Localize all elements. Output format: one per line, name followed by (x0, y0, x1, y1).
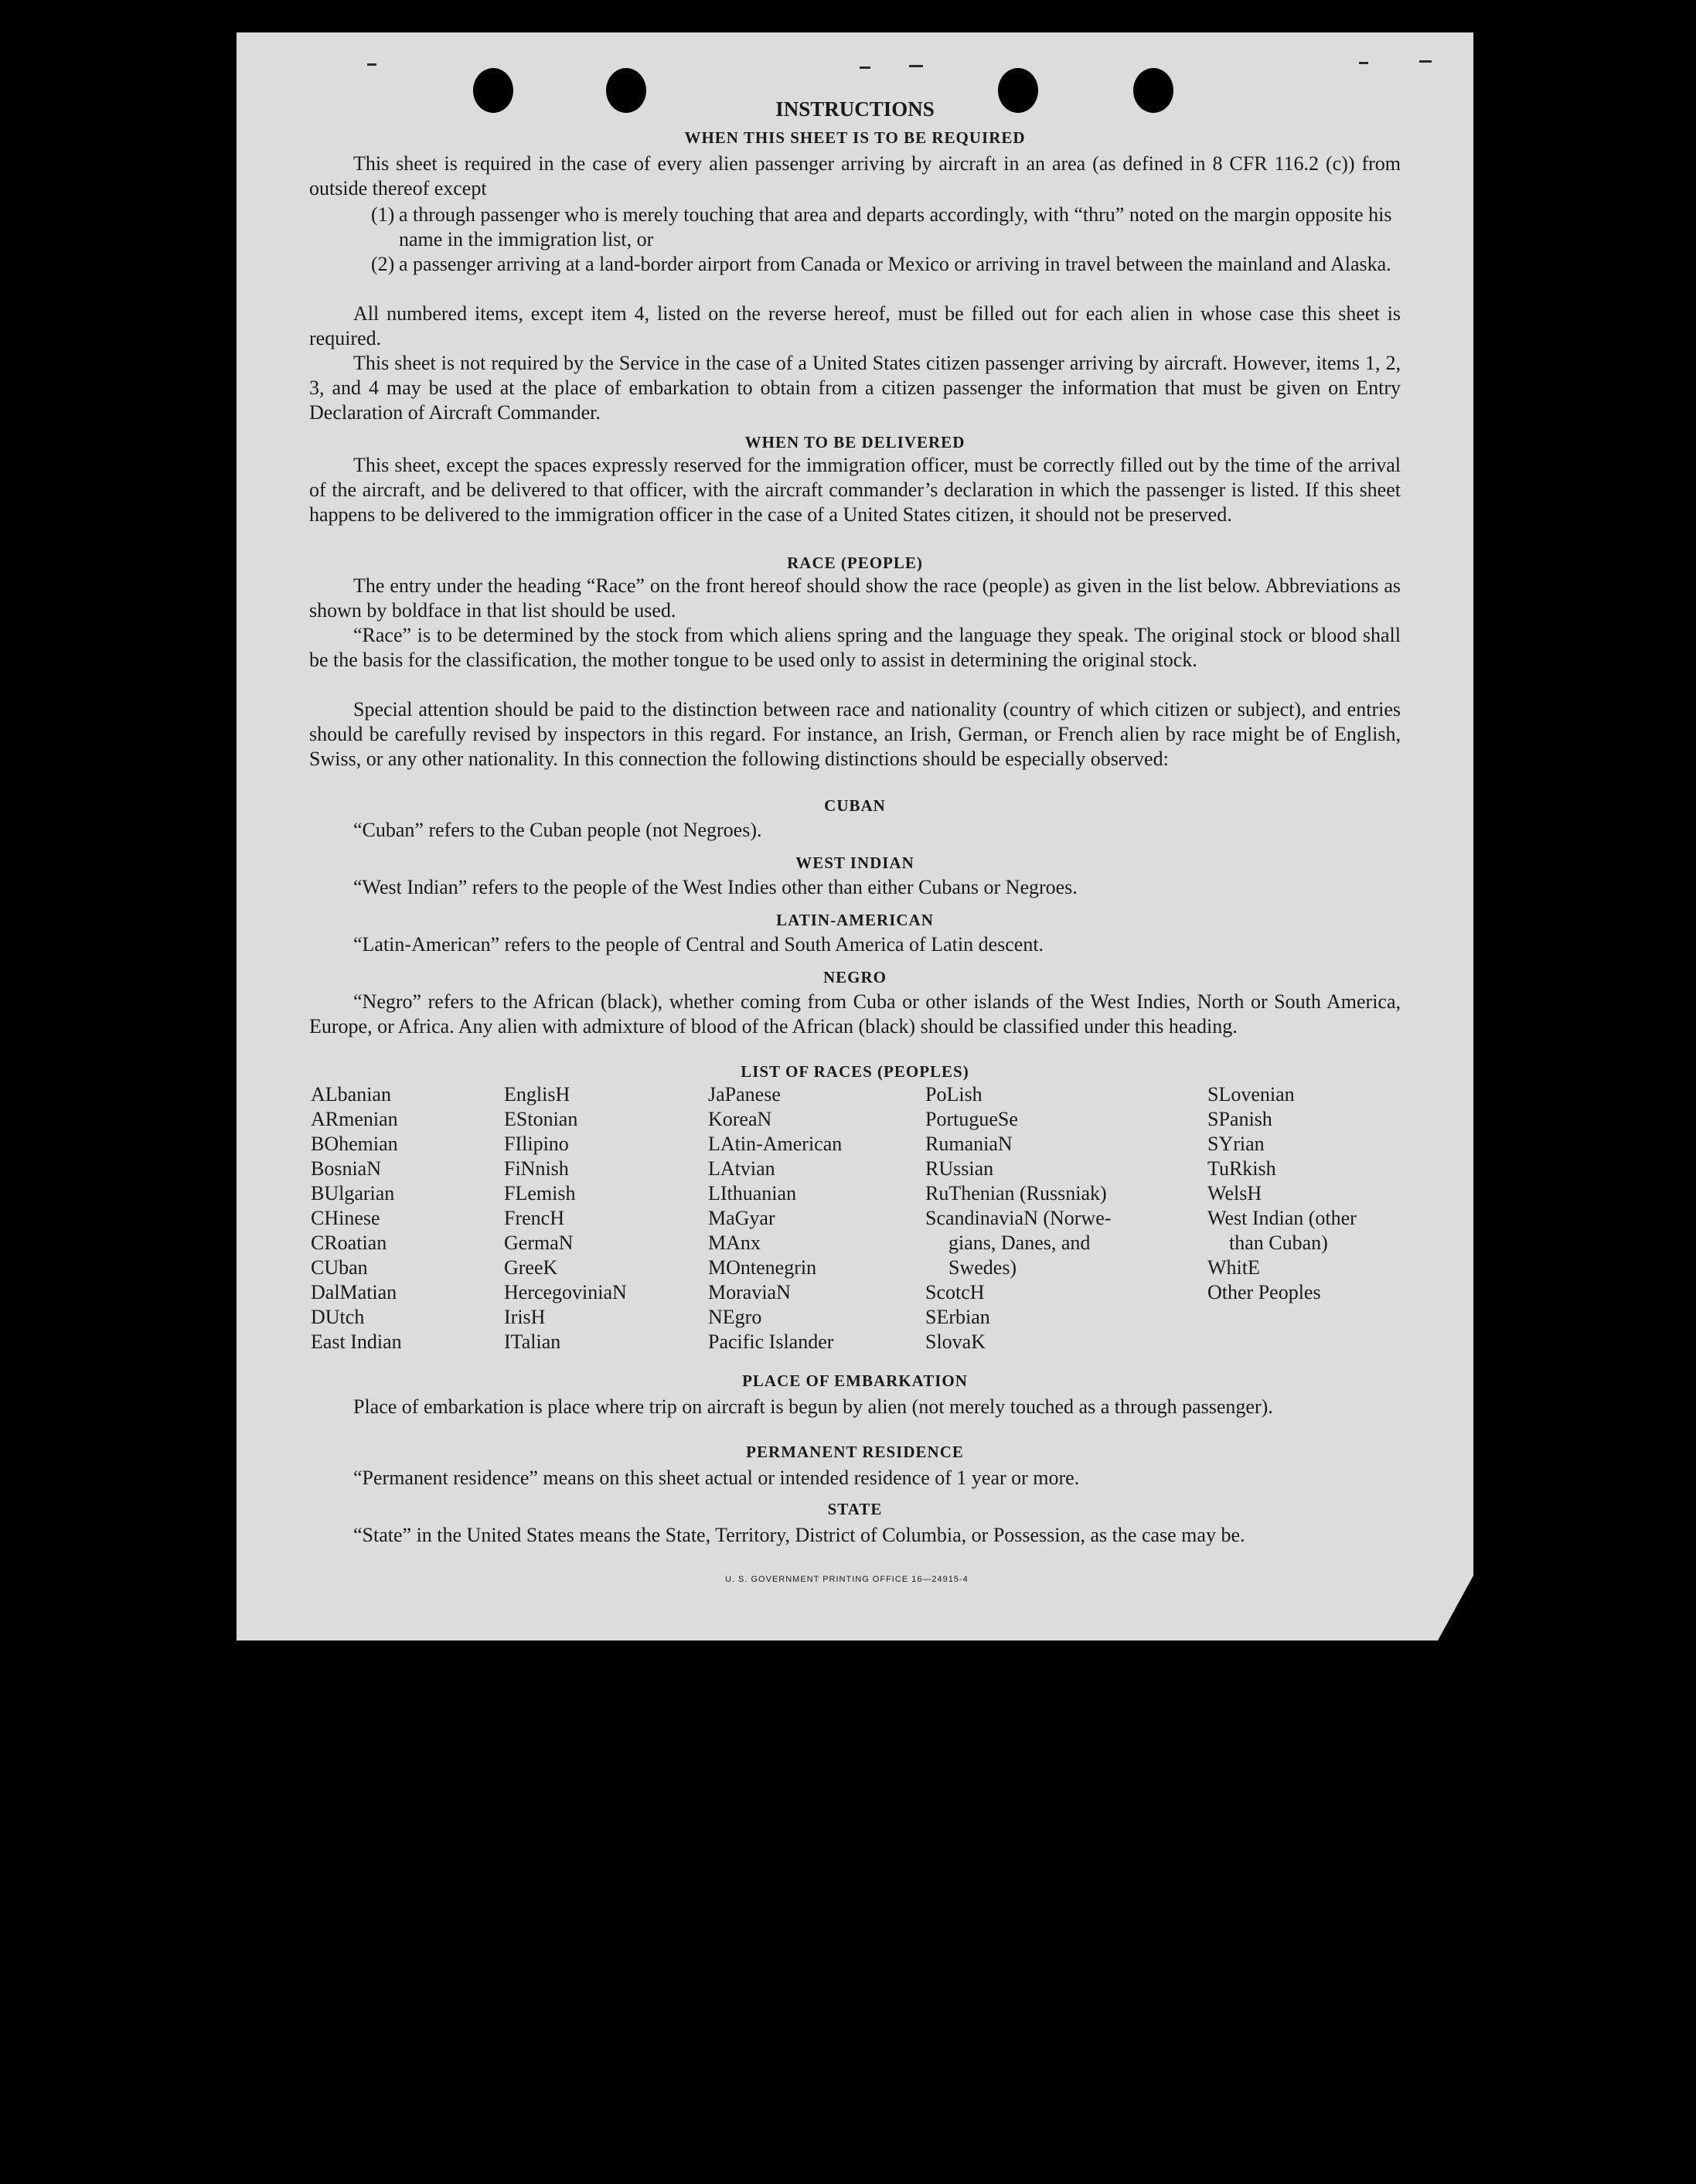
race-entry: LIthuanian (708, 1182, 797, 1204)
when-required-p2: All numbered items, except item 4, listed on the reverse hereof, must be filled out for each alien in whose case this sheet is required. (309, 302, 1401, 349)
race-entry: CRoatian (311, 1232, 387, 1254)
when-delivered-p1: This sheet, except the spaces expressly reserved for the immigration officer, must be correctly filled out by the time of the arrival of the aircraft, and be delivered to that officer, with the aircraft commander’s declaration in which the passenger is listed. If this sheet happens to be delivered to the immigration officer in the case of a United States citizen, it should not be preserved. (309, 454, 1401, 526)
race-entry: BOhemian (311, 1133, 398, 1155)
scan-mark (367, 63, 376, 66)
race-entry: RumaniaN (925, 1133, 1013, 1155)
race-entry: RUssian (925, 1157, 994, 1180)
race-entry: SPanish (1207, 1108, 1272, 1130)
race-entry: ARmenian (311, 1108, 398, 1130)
race-entry: ALbanian (311, 1083, 391, 1106)
west-indian-text: “West Indian” refers to the people of the West Indies other than either Cubans or Negroes. (353, 876, 1078, 898)
race-entry: KoreaN (708, 1108, 772, 1130)
race-entry: NEgro (708, 1306, 762, 1328)
heading-when-required: WHEN THIS SHEET IS TO BE REQUIRED (684, 128, 1026, 147)
scan-mark (1419, 60, 1432, 63)
races-column-3 (708, 1082, 842, 1354)
races-column-2 (504, 1082, 627, 1354)
race-entry: MaGyar (708, 1207, 775, 1229)
race-entry: GermaN (504, 1232, 574, 1254)
race-entry: LAtin-American (708, 1133, 843, 1155)
race-entry: SYrian (1207, 1133, 1265, 1155)
heading-state: STATE (827, 1500, 883, 1518)
race-entry: CHinese (311, 1207, 380, 1229)
race-entry: ScandinaviaN (Norwe- (925, 1207, 1112, 1229)
races-column-1 (311, 1082, 402, 1354)
race-entry: RuThenian (Russniak) (925, 1182, 1107, 1204)
race-entry: MAnx (708, 1232, 761, 1254)
race-entry: FLemish (504, 1182, 576, 1204)
race-entry: CUban (311, 1256, 368, 1279)
exception-item-2 (371, 252, 1401, 277)
latin-american-text: “Latin-American” refers to the people of Central and South America of Latin descent. (353, 933, 1044, 956)
race-p2: “Race” is to be determined by the stock from which aliens spring and the language they speak. The original stock or blood shall be the basis for the classification, the mother tongue to be used only to assist in determining the original stock. (309, 624, 1401, 671)
race-entry: than Cuban) (1229, 1232, 1328, 1254)
race-entry: SErbian (925, 1306, 990, 1328)
race-entry: Other Peoples (1207, 1281, 1321, 1303)
race-entry: FIlipino (504, 1133, 569, 1155)
race-entry: MoraviaN (708, 1281, 791, 1303)
race-entry: ITalian (504, 1331, 561, 1353)
race-entry: LAtvian (708, 1157, 775, 1180)
race-entry: DUtch (311, 1306, 365, 1328)
heading-west-indian: WEST INDIAN (795, 853, 914, 872)
heading-cuban: CUBAN (824, 796, 886, 815)
heading-latin-american: LATIN-AMERICAN (776, 911, 934, 929)
race-entry: TuRkish (1207, 1157, 1276, 1180)
state-text: “State” in the United States means the State, Territory, District of Columbia, or Possession, as the case may be. (353, 1524, 1245, 1546)
race-entry: PortugueSe (925, 1108, 1018, 1130)
exception-item-1 (371, 203, 1401, 252)
when-required-p3: This sheet is not required by the Service in the case of a United States citizen passenger arriving by aircraft. However, items 1, 2, 3, and 4 may be used at the place of embarkation to obtain from a citizen passenger the information that must be given on Entry Declaration of Aircraft Commander. (309, 352, 1401, 424)
race-entry: GreeK (504, 1256, 558, 1279)
page-title: INSTRUCTIONS (775, 97, 935, 121)
race-entry: DalMatian (311, 1281, 397, 1303)
race-p1: The entry under the heading “Race” on the front hereof should show the race (people) as given in the list below. Abbreviations as shown by boldface in that list should be used. (309, 574, 1401, 622)
heading-negro: NEGRO (822, 968, 887, 986)
race-entry: WhitE (1207, 1256, 1260, 1279)
races-column-5 (1207, 1082, 1357, 1305)
race-entry: HercegoviniaN (504, 1281, 627, 1303)
race-entry: BUlgarian (311, 1182, 395, 1204)
when-required-p1: This sheet is required in the case of every alien passenger arriving by aircraft in an area (as defined in 8 CFR 116.2 (c)) from outside thereof except (309, 152, 1401, 199)
scan-mark (1359, 62, 1368, 64)
race-entry: WelsH (1207, 1182, 1262, 1204)
residence-text: “Permanent residence” means on this sheet actual or intended residence of 1 year or more. (353, 1467, 1080, 1489)
race-entry: BosniaN (311, 1157, 381, 1180)
race-entry: Pacific Islander (708, 1331, 834, 1353)
race-entry: West Indian (other (1207, 1207, 1357, 1229)
cuban-text: “Cuban” refers to the Cuban people (not Negroes). (353, 819, 762, 841)
heading-races-list: LIST OF RACES (PEOPLES) (741, 1062, 969, 1081)
race-entry: gians, Danes, and (948, 1232, 1091, 1254)
race-entry: JaPanese (708, 1083, 781, 1106)
race-entry: EStonian (504, 1108, 578, 1130)
embarkation-text: Place of embarkation is place where trip on aircraft is begun by alien (not merely touched as a through passenger). (353, 1395, 1273, 1418)
scan-mark (909, 65, 923, 67)
race-entry: FrencH (504, 1207, 564, 1229)
race-entry: EnglisH (504, 1083, 570, 1106)
item-text: a through passenger who is merely touching that area and departs accordingly, with “thru” noted on the margin opposite his name in the immigration list, or (399, 203, 1392, 250)
scan-mark (860, 66, 870, 69)
race-entry: SlovaK (925, 1331, 986, 1353)
race-entry: MOntenegrin (708, 1256, 817, 1279)
race-entry: IrisH (504, 1306, 546, 1328)
race-entry: East Indian (311, 1331, 402, 1353)
negro-text: “Negro” refers to the African (black), whether coming from Cuba or other islands of the West Indies, North or South America, Europe, or Africa. Any alien with admixture of blood of the African (black) should be classified under this heading. (309, 990, 1401, 1037)
printer-imprint: U. S. GOVERNMENT PRINTING OFFICE 16—24915-4 (725, 1575, 969, 1584)
item-number: (2) (371, 253, 395, 275)
item-number: (1) (371, 203, 395, 226)
torn-corner (1438, 1576, 1473, 1641)
race-p3: Special attention should be paid to the distinction between race and nationality (country of which citizen or subject), and entries should be carefully revised by inspectors in this regard. For instance, an Irish, German, or French alien by race might be of English, Swiss, or any other nationality. In this connection the following distinctions should be especially observed: (309, 698, 1401, 770)
races-column-4 (925, 1082, 1111, 1354)
heading-embarkation: PLACE OF EMBARKATION (742, 1371, 968, 1390)
race-entry: FiNnish (504, 1157, 569, 1180)
heading-when-delivered: WHEN TO BE DELIVERED (744, 433, 965, 451)
heading-race: RACE (PEOPLE) (787, 554, 923, 572)
race-entry: PoLish (925, 1083, 983, 1106)
item-text: a passenger arriving at a land-border airport from Canada or Mexico or arriving in travel between the mainland and Alaska. (399, 253, 1391, 275)
heading-permanent-residence: PERMANENT RESIDENCE (746, 1443, 964, 1461)
race-entry: SLovenian (1207, 1083, 1295, 1106)
race-entry: ScotcH (925, 1281, 985, 1303)
race-entry: Swedes) (948, 1256, 1017, 1279)
